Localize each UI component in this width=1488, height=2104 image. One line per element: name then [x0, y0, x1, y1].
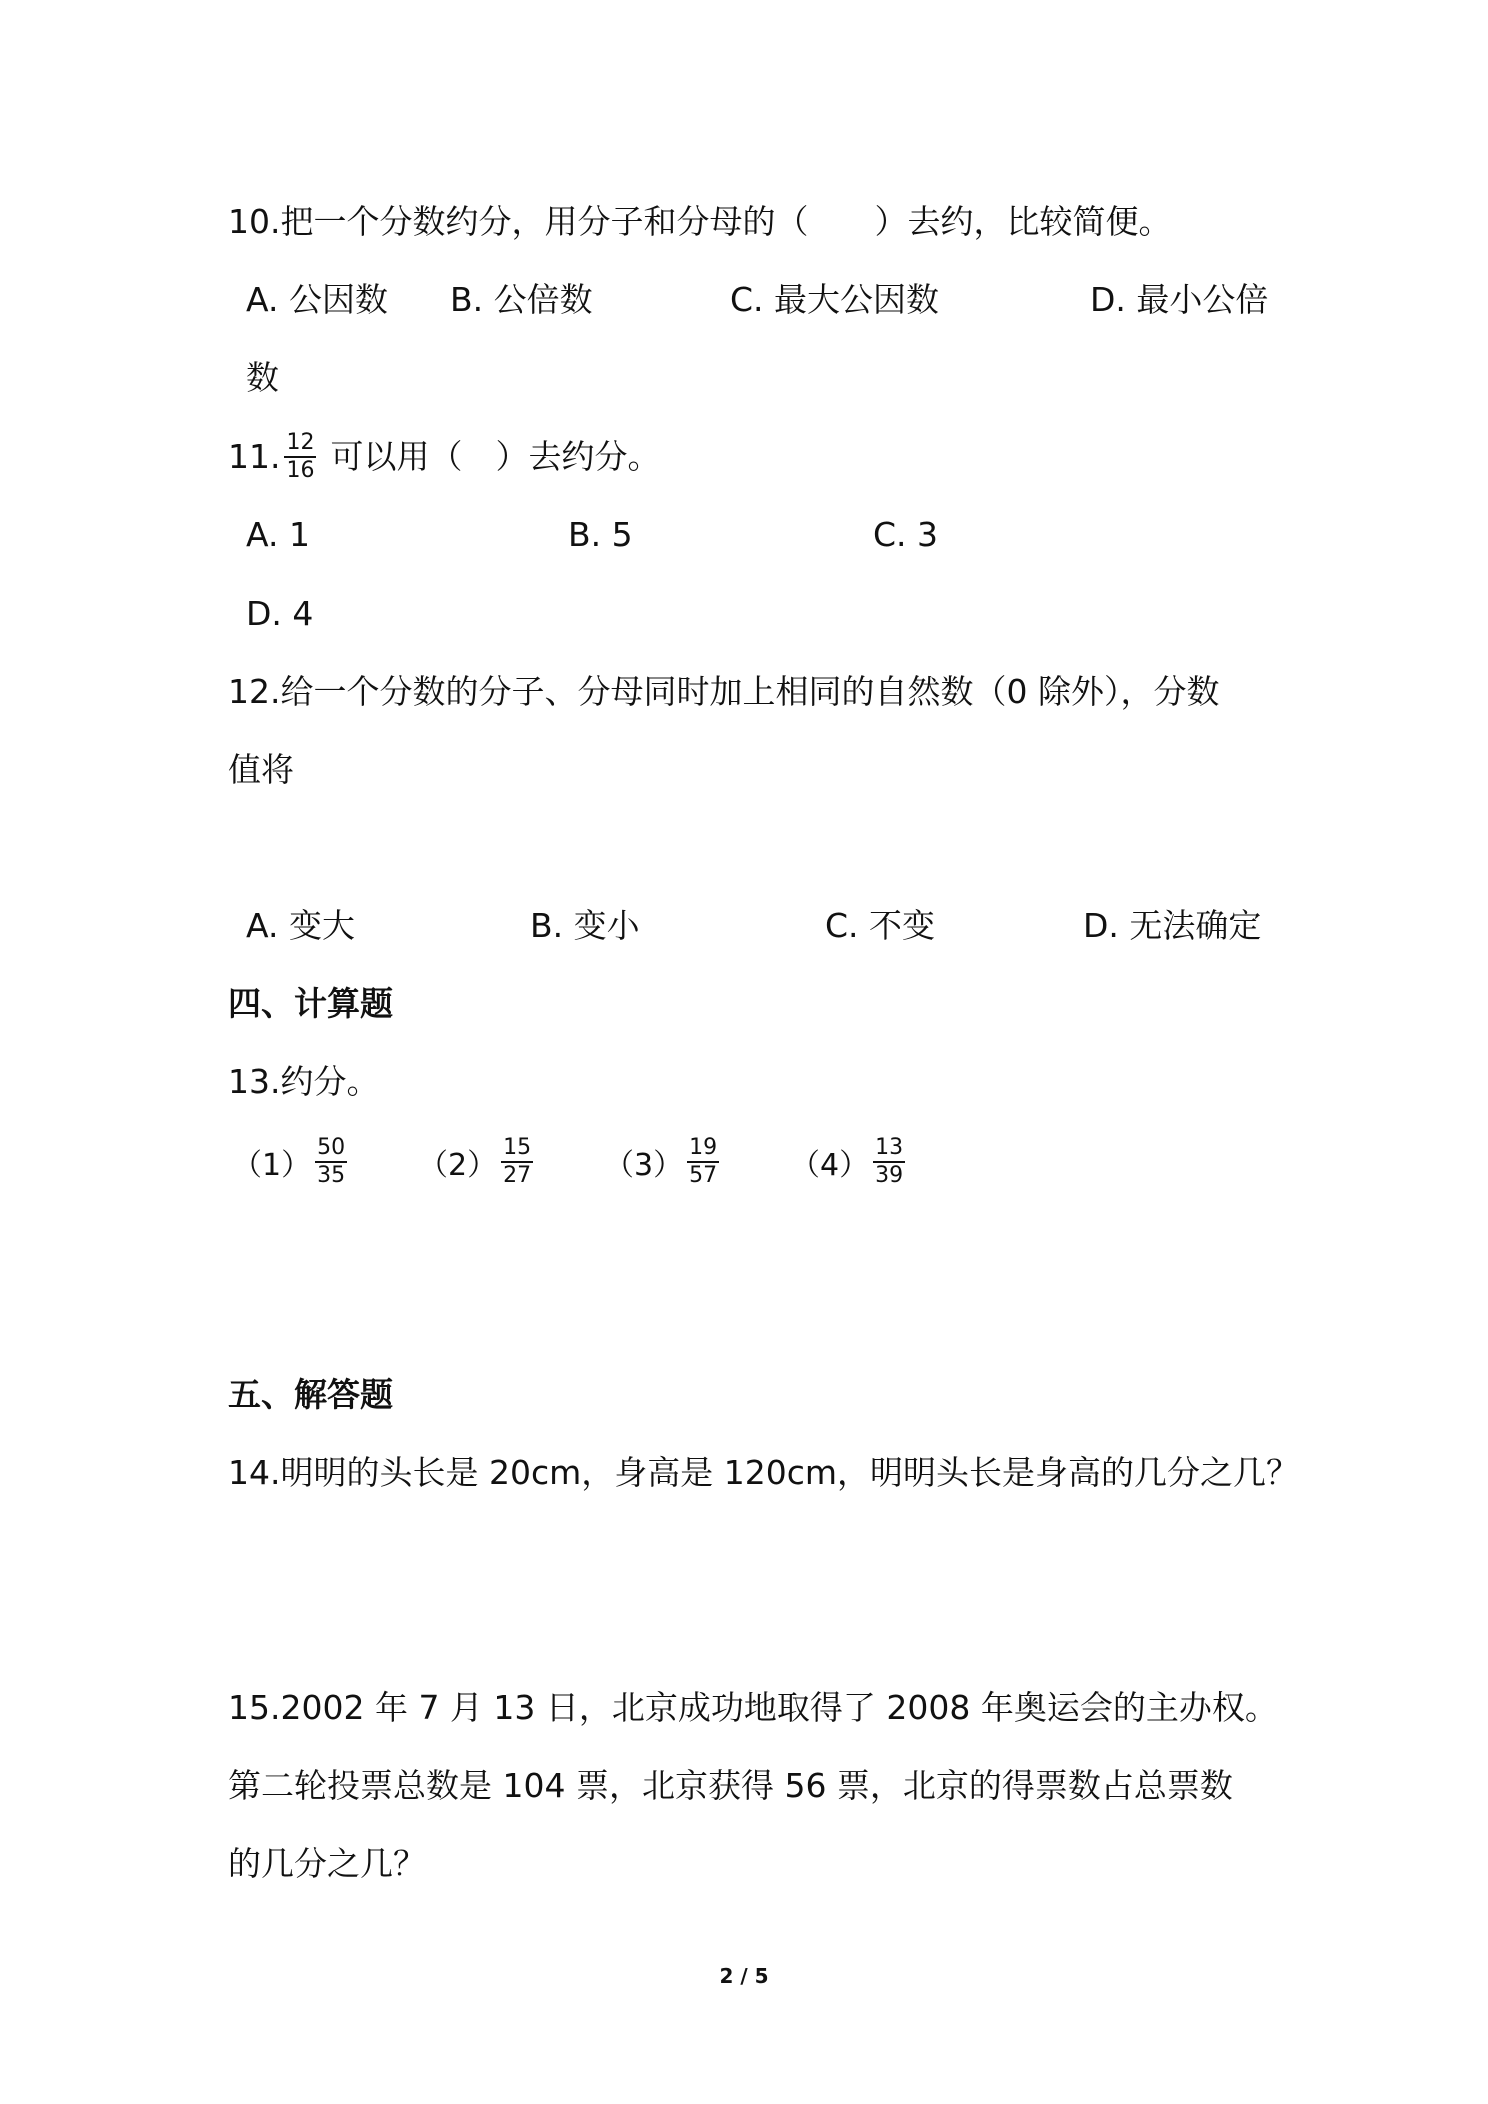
fraction-numerator: 15 [501, 1135, 533, 1163]
fraction-denominator: 27 [503, 1163, 532, 1188]
question-11-prefix: 11. [228, 437, 281, 476]
question-13-item-4 [790, 1130, 909, 1194]
question-15-line3: 的几分之几？ [228, 1844, 426, 1883]
question-12-stem-line2: 值将 [228, 750, 294, 789]
question-11-suffix: 可以用（ ）去约分。 [330, 437, 661, 476]
question-11-option-c: C. 3 [873, 515, 939, 554]
question-12-option-d: D. 无法确定 [1083, 906, 1262, 945]
item-label: （2） [418, 1148, 498, 1183]
fraction-numerator: 50 [315, 1135, 347, 1163]
fraction [315, 1135, 347, 1189]
question-13-item-2 [418, 1130, 537, 1194]
question-12-stem-line1: 12.给一个分数的分子、分母同时加上相同的自然数（0 除外），分数 [228, 672, 1220, 711]
question-10-stem: 10.把一个分数约分，用分子和分母的（ ）去约，比较简便。 [228, 202, 1172, 241]
item-label: （3） [604, 1148, 684, 1183]
question-10-option-b: B. 公倍数 [450, 280, 593, 319]
fraction-denominator: 16 [286, 458, 315, 483]
item-label: （1） [232, 1148, 312, 1183]
fraction [501, 1135, 533, 1189]
fraction-numerator: 19 [687, 1135, 719, 1163]
fraction [687, 1135, 719, 1189]
question-15-line1: 15.2002 年 7 月 13 日，北京成功地取得了 2008 年奥运会的主办权。 [228, 1688, 1278, 1727]
fraction [873, 1135, 905, 1189]
question-15-line2: 第二轮投票总数是 104 票，北京获得 56 票，北京的得票数占总票数 [228, 1766, 1233, 1805]
item-label: （4） [790, 1148, 870, 1183]
question-13-stem: 13.约分。 [228, 1062, 380, 1101]
question-10-option-a: A. 公因数 [246, 280, 388, 319]
question-10-option-d-wrap: 数 [246, 358, 279, 397]
question-12-option-c: C. 不变 [825, 906, 936, 945]
fraction-denominator: 57 [689, 1163, 718, 1188]
page-number: 2 / 5 [719, 1964, 769, 1988]
fraction-numerator: 12 [284, 430, 316, 458]
question-11-option-a: A. 1 [246, 515, 310, 554]
fraction-denominator: 35 [317, 1163, 346, 1188]
question-12-option-a: A. 变大 [246, 906, 355, 945]
question-11-option-b: B. 5 [568, 515, 633, 554]
question-10-option-c: C. 最大公因数 [730, 280, 940, 319]
question-11-fraction [284, 430, 316, 484]
question-11-option-d: D. 4 [246, 594, 314, 633]
question-13-item-1 [232, 1130, 351, 1194]
fraction-denominator: 39 [875, 1163, 904, 1188]
question-10-option-d: D. 最小公倍 [1090, 280, 1269, 319]
fraction-numerator: 13 [873, 1135, 905, 1163]
question-13-item-3 [604, 1130, 723, 1194]
section-5-title: 五、解答题 [228, 1375, 393, 1414]
question-12-option-b: B. 变小 [530, 906, 640, 945]
question-14-stem: 14.明明的头长是 20cm，身高是 120cm，明明头长是身高的几分之几？ [228, 1453, 1300, 1492]
section-4-title: 四、计算题 [228, 984, 393, 1023]
question-11-stem [228, 426, 660, 488]
